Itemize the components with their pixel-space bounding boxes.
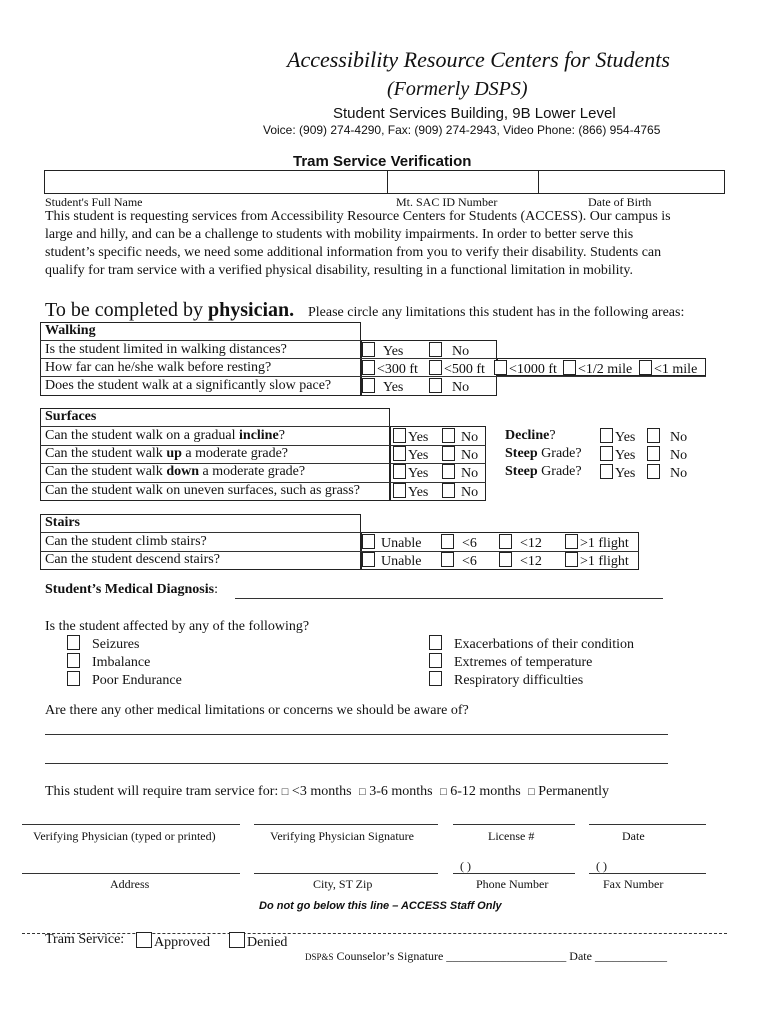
checkbox-icon — [136, 932, 152, 948]
option-label: Exacerbations of their condition — [454, 637, 634, 652]
physician-heading-bold: physician. — [208, 299, 295, 321]
walking-d1[interactable] — [362, 360, 418, 378]
city-label: City, ST Zip — [313, 877, 373, 891]
fax-paren: ( ) — [596, 859, 607, 873]
counselor-label: Counselor’s Signature ____________________ Date ____________ — [333, 949, 667, 963]
walking-q2: How far can he/she walk before resting? — [45, 360, 272, 375]
option-label: No — [461, 448, 479, 463]
duration-3-months[interactable] — [282, 784, 352, 799]
checkbox-icon — [442, 428, 455, 443]
walking-q1: Is the student limited in walking distances? — [45, 342, 287, 357]
stairs-title: Stairs — [45, 515, 80, 530]
checkbox-icon — [393, 428, 406, 443]
option-label: Imbalance — [92, 655, 151, 670]
q-text: ? — [278, 428, 285, 443]
walking-title: Walking — [45, 323, 96, 338]
option-label: <1000 ft — [509, 362, 557, 377]
option-label: <12 — [520, 536, 542, 551]
option-label: <6 — [462, 554, 477, 569]
dsps-label: DSP&S — [305, 952, 334, 962]
tram-service-label: Tram Service: — [45, 932, 125, 947]
option-label: 6-12 months — [450, 784, 521, 799]
option-label: Yes — [408, 448, 429, 463]
affected-respiratory[interactable] — [429, 671, 583, 689]
option-label: <6 — [462, 536, 477, 551]
walking-q1-yes[interactable] — [362, 342, 403, 360]
decline-label — [505, 428, 556, 444]
walking-d3[interactable] — [494, 360, 557, 378]
checkbox-icon — [442, 464, 455, 479]
dob-field[interactable] — [541, 172, 721, 190]
option-label: Unable — [381, 536, 422, 551]
q-text: a moderate grade? — [181, 446, 288, 461]
physician-heading — [45, 299, 294, 322]
stairs-climb-flight[interactable] — [565, 534, 629, 552]
intro-line: This student is requesting services from Accessibility Resource Centers for Students (ACCESS). Our campus is — [45, 209, 671, 224]
walking-d2[interactable] — [429, 360, 485, 378]
decline-no[interactable] — [647, 428, 687, 446]
box-icon: □ — [359, 786, 366, 798]
checkbox-icon — [393, 464, 406, 479]
surfaces-q4: Can the student walk on uneven surfaces, such as grass? — [45, 483, 360, 498]
checkbox-icon — [429, 378, 442, 393]
checkbox-icon — [429, 360, 442, 375]
checkbox-icon — [499, 534, 512, 549]
license-field[interactable] — [453, 824, 575, 825]
duration-3-6-months[interactable] — [359, 784, 433, 799]
checkbox-icon — [442, 446, 455, 461]
q-text: Grade? — [537, 464, 582, 479]
physician-instruction: Please circle any limitations this student has in the following areas: — [308, 305, 685, 320]
option-label: Extremes of temperature — [454, 655, 593, 670]
divider — [40, 358, 361, 359]
checkbox-icon — [362, 360, 375, 375]
option-label: <1/2 mile — [578, 362, 633, 377]
option-label: Yes — [408, 430, 429, 445]
diagnosis-label — [45, 582, 218, 598]
counselor-signature-row[interactable] — [305, 949, 667, 964]
option-label: No — [670, 430, 688, 445]
divider — [40, 340, 361, 341]
checkbox-icon — [429, 653, 442, 668]
box-icon: □ — [281, 786, 289, 798]
checkbox-icon — [429, 671, 442, 686]
option-label: Yes — [615, 448, 636, 463]
decline-yes[interactable] — [600, 428, 635, 446]
intro-line: large and hilly, and can be a challenge to students with mobility impairments. In order to better serve this — [45, 227, 634, 242]
other-limits-line-2[interactable] — [45, 763, 668, 764]
license-label: License # — [488, 829, 535, 843]
checkbox-icon — [429, 635, 442, 650]
walking-q3: Does the student walk at a significantly slow pace? — [45, 378, 332, 393]
fax-field[interactable] — [589, 873, 706, 874]
phone-paren: ( ) — [460, 859, 471, 873]
option-label: No — [452, 380, 470, 395]
q-bold: Decline — [505, 428, 550, 443]
option-label: Yes — [615, 466, 636, 481]
affected-seizures[interactable] — [67, 635, 139, 653]
checkbox-icon — [429, 342, 442, 357]
building: Student Services Building, 9B Lower Level — [333, 105, 616, 122]
other-limits-question: Are there any other medical limitations or concerns we should be aware of? — [45, 703, 469, 718]
checkbox-icon — [229, 932, 245, 948]
divider — [538, 170, 539, 193]
checkbox-icon — [647, 428, 660, 443]
option-label: No — [670, 448, 688, 463]
stairs-descend-12[interactable] — [499, 552, 542, 570]
option-label: Yes — [383, 380, 404, 395]
surfaces-q3-no[interactable] — [442, 464, 478, 482]
steep-up-label — [505, 446, 582, 462]
duration-6-12-months[interactable] — [440, 784, 521, 799]
tram-service-row — [45, 932, 124, 948]
q-bold: Steep — [505, 446, 538, 461]
stairs-climb-6[interactable] — [441, 534, 477, 552]
divider — [40, 532, 361, 533]
stairs-q2: Can the student descend stairs? — [45, 552, 220, 567]
affected-temperature[interactable] — [429, 653, 592, 671]
dob-label: Date of Birth — [588, 195, 652, 209]
affected-endurance[interactable] — [67, 671, 182, 689]
student-id-label: Mt. SAC ID Number — [396, 195, 498, 209]
walking-q3-yes[interactable] — [362, 378, 403, 396]
steep-down-no[interactable] — [647, 464, 687, 482]
date-field[interactable] — [589, 824, 706, 825]
checkbox-icon — [565, 552, 578, 567]
date-label: Date — [622, 829, 645, 843]
affected-question: Is the student affected by any of the following? — [45, 619, 310, 634]
checkbox-icon — [647, 464, 660, 479]
option-label: No — [461, 466, 479, 481]
q-text: Can the student walk — [45, 464, 167, 479]
surfaces-q1-yes[interactable] — [393, 428, 428, 446]
cut-line — [22, 933, 727, 934]
option-label: Yes — [408, 466, 429, 481]
walking-d5[interactable] — [639, 360, 697, 378]
option-label: Seizures — [92, 637, 140, 652]
option-label: >1 flight — [580, 554, 629, 569]
q-bold: up — [166, 446, 182, 461]
q-bold: incline — [239, 428, 279, 443]
option-label: <300 ft — [377, 362, 418, 377]
surfaces-q3 — [45, 464, 305, 480]
contact-line: Voice: (909) 274-4290, Fax: (909) 274-2943, Video Phone: (866) 954-4765 — [263, 123, 661, 137]
checkbox-icon — [362, 342, 375, 357]
surfaces-q3-yes[interactable] — [393, 464, 428, 482]
checkbox-icon — [362, 534, 375, 549]
q-text: a moderate grade? — [199, 464, 306, 479]
checkbox-icon — [639, 360, 652, 375]
option-label: Denied — [247, 935, 288, 950]
option-label: <500 ft — [444, 362, 485, 377]
checkbox-icon — [600, 428, 613, 443]
surfaces-q1-no[interactable] — [442, 428, 478, 446]
signature-label: Verifying Physician Signature — [270, 829, 414, 843]
checkbox-icon — [67, 653, 80, 668]
steep-down-yes[interactable] — [600, 464, 635, 482]
option-label: <1 mile — [654, 362, 698, 377]
steep-up-yes[interactable] — [600, 446, 635, 464]
divider — [387, 170, 388, 193]
option-label: Yes — [383, 344, 404, 359]
stairs-descend-unable[interactable] — [362, 552, 421, 570]
intro-line: student’s specific needs, we need some additional information from you to verify their disability. Students can — [45, 245, 662, 260]
divider — [40, 426, 390, 427]
option-label: Yes — [615, 430, 636, 445]
intro-line: qualify for tram service with a verified physical disability, resulting in a functional limitation in mobility. — [45, 263, 633, 278]
q-text: ? — [549, 428, 556, 443]
student-name-label: Student's Full Name — [45, 195, 143, 209]
option-label: Poor Endurance — [92, 673, 182, 688]
physician-signature-field[interactable] — [254, 824, 438, 825]
org-title: Accessibility Resource Centers for Students — [287, 47, 670, 72]
stairs-descend-flight[interactable] — [565, 552, 629, 570]
fax-label: Fax Number — [603, 877, 664, 891]
city-field[interactable] — [254, 873, 438, 874]
surfaces-q1 — [45, 428, 285, 444]
surfaces-q4-no[interactable] — [442, 483, 478, 501]
option-label: No — [452, 344, 470, 359]
affected-imbalance[interactable] — [67, 653, 150, 671]
surfaces-title: Surfaces — [45, 409, 97, 424]
checkbox-icon — [563, 360, 576, 375]
q-bold: down — [166, 464, 199, 479]
other-limits-line-1[interactable] — [45, 734, 668, 735]
staff-only-notice: Do not go below this line – ACCESS Staff Only — [259, 900, 502, 912]
physician-name-label: Verifying Physician (typed or printed) — [33, 829, 216, 843]
surfaces-q2-yes[interactable] — [393, 446, 428, 464]
checkbox-icon — [647, 446, 660, 461]
checkbox-icon — [600, 464, 613, 479]
diagnosis-colon: : — [214, 582, 218, 597]
steep-up-no[interactable] — [647, 446, 687, 464]
tram-duration-label: This student will require tram service for: — [45, 784, 279, 799]
checkbox-icon — [67, 671, 80, 686]
form-title: Tram Service Verification — [293, 153, 472, 170]
physician-heading-prefix: To be completed by — [45, 299, 208, 321]
affected-exacerbations[interactable] — [429, 635, 634, 653]
stairs-q1: Can the student climb stairs? — [45, 534, 207, 549]
checkbox-icon — [362, 552, 375, 567]
stairs-descend-6[interactable] — [441, 552, 477, 570]
phone-label: Phone Number — [476, 877, 549, 891]
option-label: Unable — [381, 554, 422, 569]
q-text: Can the student walk on a gradual — [45, 428, 240, 443]
checkbox-icon — [499, 552, 512, 567]
diagnosis-field[interactable] — [235, 598, 663, 599]
divider — [40, 376, 361, 377]
option-label: <3 months — [291, 784, 352, 799]
checkbox-icon — [442, 483, 455, 498]
checkbox-icon — [494, 360, 507, 375]
walking-q1-no[interactable] — [429, 342, 469, 360]
q-text: Grade? — [537, 446, 582, 461]
option-label: No — [670, 466, 688, 481]
phone-field[interactable] — [453, 873, 575, 874]
physician-name-field[interactable] — [22, 824, 240, 825]
option-label: No — [461, 430, 479, 445]
option-label: Respiratory difficulties — [454, 673, 584, 688]
box-icon: □ — [528, 786, 535, 798]
address-label: Address — [110, 877, 150, 891]
duration-permanently[interactable] — [528, 784, 609, 799]
option-label: No — [461, 485, 479, 500]
denied-option[interactable] — [229, 932, 287, 951]
student-name-field[interactable] — [46, 172, 385, 190]
option-label: Permanently — [538, 784, 610, 799]
checkbox-icon — [67, 635, 80, 650]
surfaces-q4-yes[interactable] — [393, 483, 428, 501]
approved-option[interactable] — [136, 932, 210, 951]
org-formerly: (Formerly DSPS) — [387, 78, 528, 100]
q-text: Can the student walk — [45, 446, 167, 461]
option-label: >1 flight — [580, 536, 629, 551]
tram-duration — [45, 784, 609, 800]
checkbox-icon — [393, 483, 406, 498]
checkbox-icon — [565, 534, 578, 549]
option-label: <12 — [520, 554, 542, 569]
q-bold: Steep — [505, 464, 538, 479]
walking-q3-no[interactable] — [429, 378, 469, 396]
checkbox-icon — [600, 446, 613, 461]
checkbox-icon — [441, 534, 454, 549]
surfaces-q2 — [45, 446, 288, 462]
option-label: Approved — [154, 935, 210, 950]
walking-d4[interactable] — [563, 360, 632, 378]
stairs-climb-unable[interactable] — [362, 534, 421, 552]
diagnosis-label-text: Student’s Medical Diagnosis — [45, 582, 215, 597]
box-icon: □ — [440, 786, 447, 798]
checkbox-icon — [362, 378, 375, 393]
option-label: 3-6 months — [369, 784, 433, 799]
student-id-field[interactable] — [390, 172, 536, 190]
checkbox-icon — [393, 446, 406, 461]
steep-down-label — [505, 464, 582, 480]
stairs-climb-12[interactable] — [499, 534, 542, 552]
option-label: Yes — [408, 485, 429, 500]
surfaces-q2-no[interactable] — [442, 446, 478, 464]
checkbox-icon — [441, 552, 454, 567]
address-field[interactable] — [22, 873, 240, 874]
